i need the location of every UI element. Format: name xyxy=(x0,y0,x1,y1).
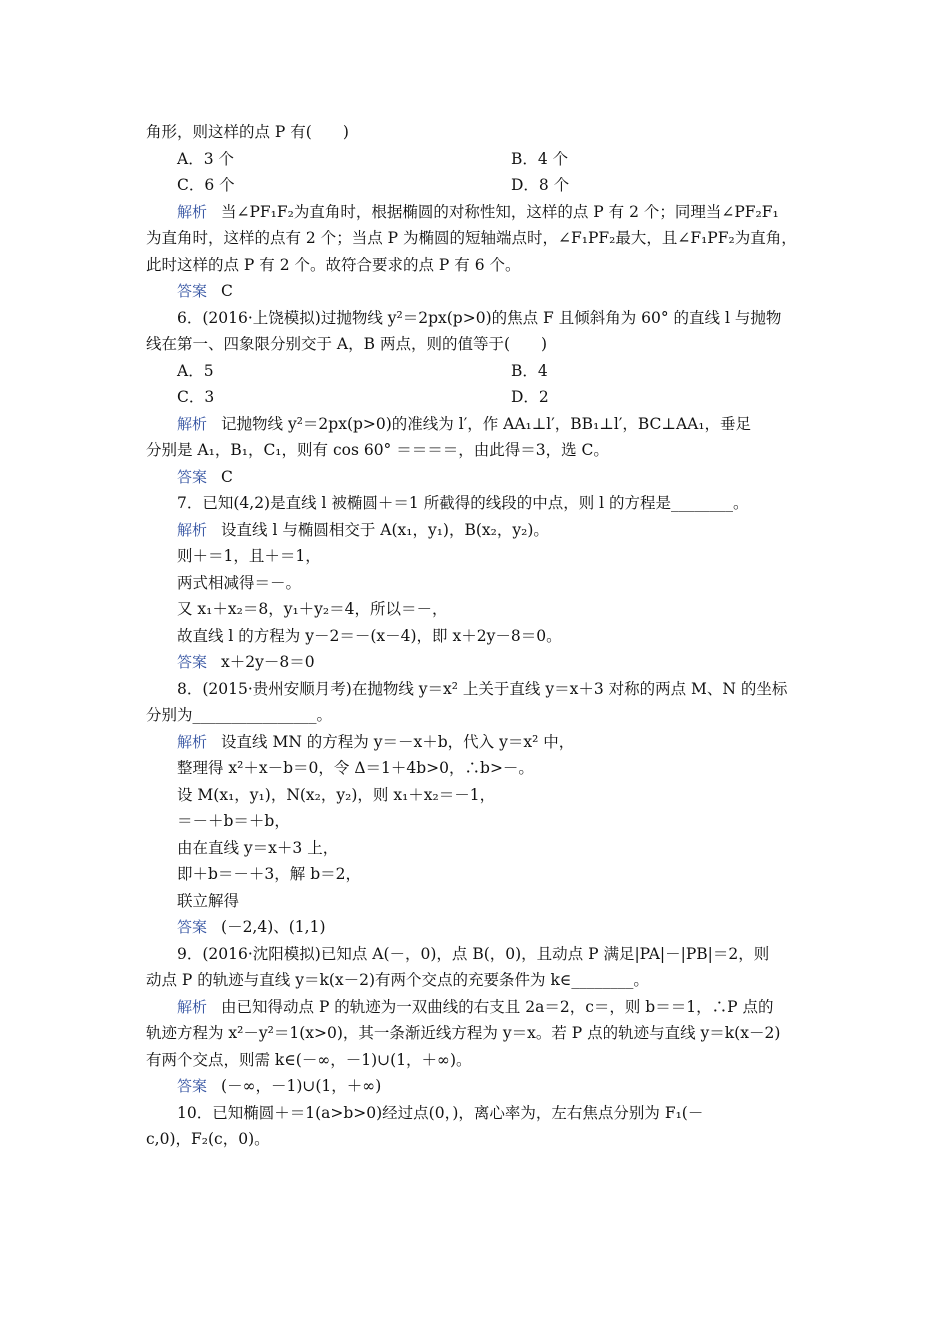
labeled-line xyxy=(146,994,810,1021)
analysis-label: 解析 xyxy=(177,202,208,221)
text-line xyxy=(146,543,810,570)
text-line xyxy=(146,941,810,968)
line-text: 8．(2015·贵州安顺月考)在抛物线 y＝x² 上关于直线 y＝x＋3 对称的两点 M、N 的坐标 xyxy=(177,679,788,698)
option-row xyxy=(146,384,810,411)
line-text: 又 x₁＋x₂＝8，y₁＋y₂＝4，所以＝－， xyxy=(177,600,448,618)
analysis-label: 解析 xyxy=(177,520,208,539)
line-text: 轨迹方程为 x²－y²＝1(x>0)，其一条渐近线方程为 y＝x。若 P 点的轨迹与直线 y＝k(x－2) xyxy=(146,1024,781,1042)
text-line xyxy=(146,888,810,915)
line-text: 当∠PF₁F₂为直角时，根据椭圆的对称性知，这样的点 P 有 2 个；同理当∠PF₂F₁ xyxy=(221,202,779,221)
text-line xyxy=(146,1020,810,1047)
labeled-line xyxy=(146,649,810,676)
option-row xyxy=(146,358,810,385)
labeled-line xyxy=(146,729,810,756)
analysis-label: 解析 xyxy=(177,732,208,751)
line-text: 即＋b＝－＋3，解 b＝2， xyxy=(177,865,361,883)
line-text: 设 M(x₁，y₁)，N(x₂，y₂)，则 x₁＋x₂＝－1， xyxy=(177,785,496,804)
answer-label: 答案 xyxy=(177,653,208,671)
line-text: (－∞，－1)∪(1，＋∞) xyxy=(221,1077,382,1095)
text-line xyxy=(146,861,810,888)
line-text: ＝－＋b＝＋b， xyxy=(177,812,290,830)
line-text: 线在第一、四象限分别交于 A，B 两点，则的值等于( ) xyxy=(146,335,548,353)
text-line xyxy=(146,1126,810,1153)
labeled-line xyxy=(146,517,810,544)
option-left: C．3 xyxy=(177,388,215,406)
option-right: D．2 xyxy=(511,388,549,406)
line-text: 由已知得动点 P 的轨迹为一双曲线的右支且 2a＝2，c＝，则 b＝＝1，∴P 点的 xyxy=(221,997,774,1016)
option-left: A．5 xyxy=(177,361,214,380)
line-text: 有两个交点，则需 k∈(－∞，－1)∪(1，＋∞)。 xyxy=(146,1050,472,1069)
text-line xyxy=(146,1047,810,1074)
line-text: 故直线 l 的方程为 y－2＝－(x－4)，即 x＋2y－8＝0。 xyxy=(177,626,562,645)
text-line xyxy=(146,596,810,623)
line-text: (－2,4)、(1,1) xyxy=(221,918,326,936)
analysis-label: 解析 xyxy=(177,997,208,1016)
line-text: C xyxy=(221,282,233,300)
text-line xyxy=(146,305,810,332)
text-line xyxy=(146,702,810,729)
option-right: B．4 xyxy=(511,361,548,380)
text-line xyxy=(146,782,810,809)
line-text: 分别为________________。 xyxy=(146,706,333,724)
option-row xyxy=(146,172,810,199)
option-left: A．3 个 xyxy=(177,149,234,168)
text-line xyxy=(146,490,810,517)
line-text: c,0)，F₂(c，0)。 xyxy=(146,1130,270,1148)
line-text: 分别是 A₁，B₁，C₁，则有 cos 60° ＝＝＝＝，由此得＝3，选 C。 xyxy=(146,441,609,459)
line-text: 动点 P 的轨迹与直线 y＝k(x－2)有两个交点的充要条件为 k∈________。 xyxy=(146,971,649,989)
document-body xyxy=(146,119,810,1153)
text-line xyxy=(146,755,810,782)
text-line xyxy=(146,1100,810,1127)
text-line xyxy=(146,570,810,597)
line-text: 9．(2016·沈阳模拟)已知点 A(－，0)，点 B(，0)，且动点 P 满足|PA|－|PB|＝2，则 xyxy=(177,944,770,963)
option-right: B．4 个 xyxy=(511,149,569,168)
option-left: C．6 个 xyxy=(177,176,235,194)
line-text: 此时这样的点 P 有 2 个。故符合要求的点 P 有 6 个。 xyxy=(146,255,521,274)
answer-label: 答案 xyxy=(177,1077,208,1095)
text-line xyxy=(146,437,810,464)
text-line xyxy=(146,967,810,994)
line-text: 7．已知(4,2)是直线 l 被椭圆＋＝1 所截得的线段的中点，则 l 的方程是________。 xyxy=(177,494,749,512)
line-text: 10．已知椭圆＋＝1(a>b>0)经过点(0，)，离心率为，左右焦点分别为 F₁(－ xyxy=(177,1103,704,1122)
line-text: 为直角时，这样的点有 2 个；当点 P 为椭圆的短轴端点时，∠F₁PF₂最大，且∠F₁PF₂为直角， xyxy=(146,229,797,247)
text-line xyxy=(146,119,810,146)
labeled-line xyxy=(146,278,810,305)
line-text: 整理得 x²＋x－b＝0，令 Δ＝1＋4b>0，∴b>－。 xyxy=(177,759,534,777)
text-line xyxy=(146,252,810,279)
line-text: 两式相减得＝－。 xyxy=(177,573,302,592)
answer-label: 答案 xyxy=(177,918,208,936)
analysis-label: 解析 xyxy=(177,414,208,433)
line-text: 记抛物线 y²＝2px(p>0)的准线为 l′，作 AA₁⊥l′，BB₁⊥l′，BC⊥AA₁，垂足 xyxy=(221,414,752,433)
text-line xyxy=(146,835,810,862)
answer-label: 答案 xyxy=(177,282,208,300)
line-text: 设直线 l 与椭圆相交于 A(x₁，y₁)，B(x₂，y₂)。 xyxy=(221,520,549,539)
text-line xyxy=(146,808,810,835)
line-text: 设直线 MN 的方程为 y＝－x＋b，代入 y＝x² 中， xyxy=(221,732,575,751)
line-text: 6．(2016·上饶模拟)过抛物线 y²＝2px(p>0)的焦点 F 且倾斜角为 60° 的直线 l 与抛物 xyxy=(177,308,782,327)
line-text: 则＋＝1，且＋＝1， xyxy=(177,547,321,565)
line-text: 由在直线 y＝x＋3 上， xyxy=(177,838,339,857)
labeled-line xyxy=(146,914,810,941)
labeled-line xyxy=(146,1073,810,1100)
text-line xyxy=(146,331,810,358)
line-text: 联立解得 xyxy=(177,891,240,910)
labeled-line xyxy=(146,411,810,438)
text-line xyxy=(146,623,810,650)
text-line xyxy=(146,225,810,252)
text-line xyxy=(146,676,810,703)
line-text: 角形，则这样的点 P 有( ) xyxy=(146,123,349,141)
option-right: D．8 个 xyxy=(511,176,570,194)
option-row xyxy=(146,146,810,173)
line-text: C xyxy=(221,467,233,486)
answer-label: 答案 xyxy=(177,467,208,486)
labeled-line xyxy=(146,199,810,226)
line-text: x＋2y－8＝0 xyxy=(221,653,315,671)
labeled-line xyxy=(146,464,810,491)
